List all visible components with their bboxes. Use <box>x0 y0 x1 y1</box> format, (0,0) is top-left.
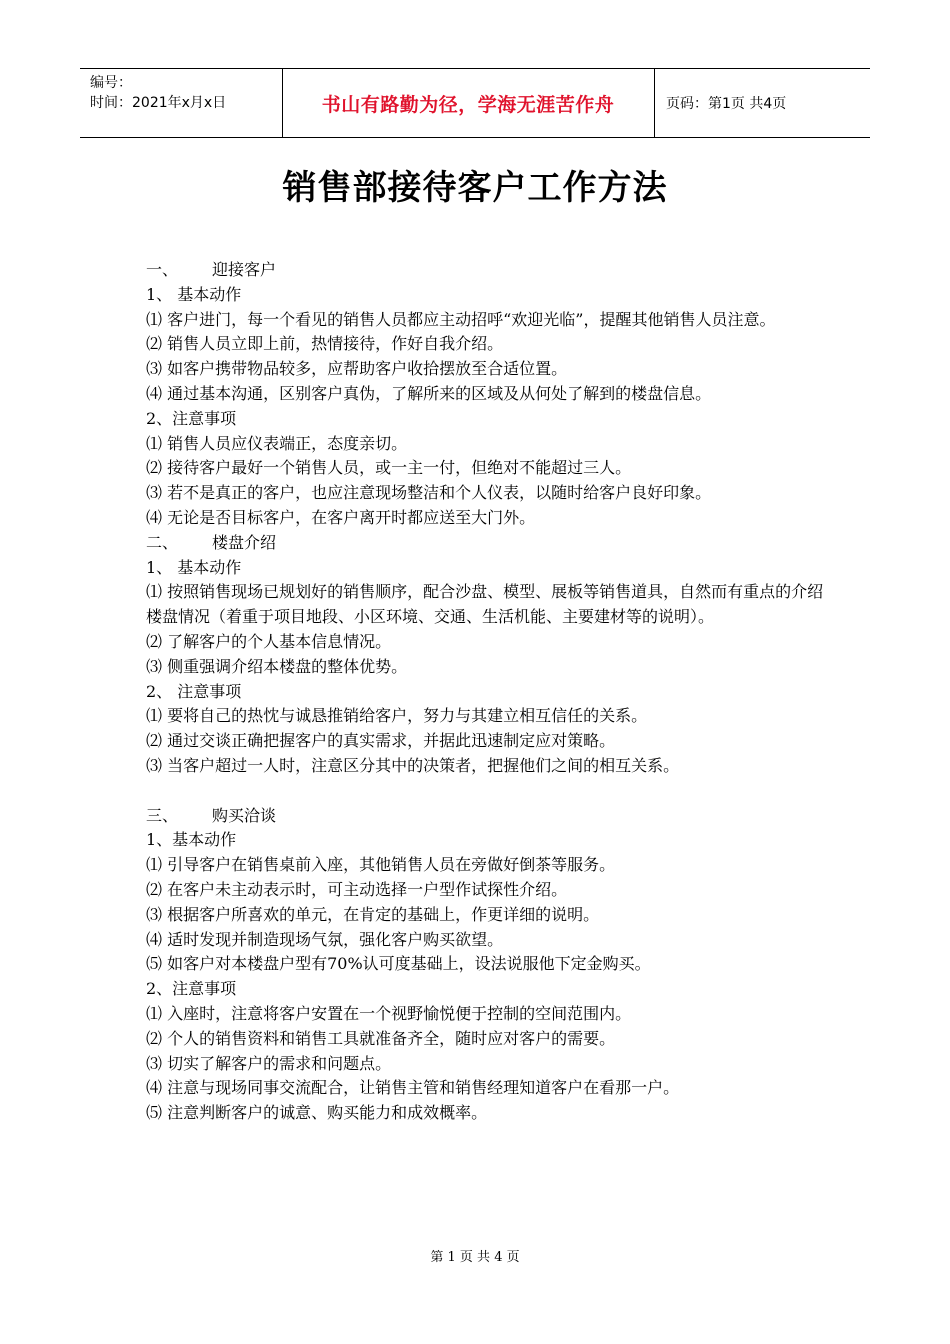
header-page-number: 页码：第1页 共4页 <box>666 96 787 112</box>
list-item: ⑶ 切实了解客户的需求和问题点。 <box>146 1053 392 1073</box>
list-item: ⑷ 注意与现场同事交流配合，让销售主管和销售经理知道客户在看那一户。 <box>146 1078 680 1098</box>
header-motto: 书山有路勤为径，学海无涯苦作舟 <box>321 93 615 116</box>
document-title: 销售部接待客户工作方法 <box>282 168 668 208</box>
subsection-heading: 1、基本动作 <box>146 830 237 850</box>
section-heading: 一、 迎接客户 <box>146 260 277 279</box>
section-heading: 二、 楼盘介绍 <box>146 532 277 552</box>
subsection-heading: 1、 基本动作 <box>146 557 242 577</box>
list-item: ⑶ 如客户携带物品较多，应帮助客户收拾摆放至合适位置。 <box>146 359 568 379</box>
list-item: ⑶ 若不是真正的客户，也应注意现场整洁和个人仪表，以随时给客户良好印象。 <box>146 483 712 503</box>
subsection-heading: 2、注意事项 <box>146 979 237 999</box>
page-header <box>80 68 870 138</box>
header-date: 时间：2021年x月x日 <box>90 95 227 111</box>
header-meta <box>90 73 280 113</box>
page-footer: 第 1 页 共 4 页 <box>430 1250 520 1265</box>
list-item: ⑴ 销售人员应仪表端正，态度亲切。 <box>146 433 408 453</box>
list-item: ⑵ 了解客户的个人基本信息情况。 <box>146 631 392 651</box>
list-item: ⑴ 要将自己的热忱与诚恳推销给客户，努力与其建立相互信任的关系。 <box>146 706 648 726</box>
list-item: ⑸ 如客户对本楼盘户型有70%认可度基础上，设法说服他下定金购买。 <box>146 954 651 974</box>
list-item: ⑵ 销售人员立即上前，热情接待，作好自我介绍。 <box>146 334 504 354</box>
list-item: ⑶ 当客户超过一人时，注意区分其中的决策者，把握他们之间的相互关系。 <box>146 755 680 775</box>
list-item: ⑴ 引导客户在销售桌前入座，其他销售人员在旁做好倒茶等服务。 <box>146 855 616 875</box>
section-heading: 三、 购买洽谈 <box>146 805 277 825</box>
list-item: ⑷ 通过基本沟通，区别客户真伪，了解所来的区域及从何处了解到的楼盘信息。 <box>146 383 712 403</box>
list-item: ⑶ 根据客户所喜欢的单元，在肯定的基础上，作更详细的说明。 <box>146 904 600 924</box>
list-item: ⑸ 注意判断客户的诚意、购买能力和成效概率。 <box>146 1103 488 1123</box>
document-body <box>146 258 836 1126</box>
subsection-heading: 2、注意事项 <box>146 408 237 428</box>
subsection-heading: 2、 注意事项 <box>146 681 242 701</box>
header-divider <box>654 69 655 137</box>
list-item: ⑶ 侧重强调介绍本楼盘的整体优势。 <box>146 656 408 676</box>
list-item: ⑴ 入座时，注意将客户安置在一个视野愉悦便于控制的空间范围内。 <box>146 1003 632 1023</box>
header-code: 编号： <box>90 75 132 91</box>
list-item: ⑷ 无论是否目标客户，在客户离开时都应送至大门外。 <box>146 507 536 527</box>
list-item: ⑵ 个人的销售资料和销售工具就准备齐全，随时应对客户的需要。 <box>146 1028 616 1048</box>
list-item: ⑵ 通过交谈正确把握客户的真实需求，并据此迅速制定应对策略。 <box>146 731 616 751</box>
list-item: ⑴ 按照销售现场已规划好的销售顺序，配合沙盘、模型、展板等销售道具，自然而有重点的介绍楼盘情况（着重于项目地段、小区环境、交通、生活机能、主要建材等的说明）。 <box>146 582 824 627</box>
list-item: ⑴ 客户进门，每一个看见的销售人员都应主动招呼“欢迎光临”，提醒其他销售人员注意。 <box>146 309 776 329</box>
spacer <box>146 779 836 804</box>
subsection-heading: 1、 基本动作 <box>146 284 242 304</box>
list-item: ⑷ 适时发现并制造现场气氛，强化客户购买欲望。 <box>146 929 504 949</box>
list-item: ⑵ 在客户未主动表示时，可主动选择一户型作试探性介绍。 <box>146 879 568 899</box>
list-item: ⑵ 接待客户最好一个销售人员，或一主一付，但绝对不能超过三人。 <box>146 458 632 478</box>
